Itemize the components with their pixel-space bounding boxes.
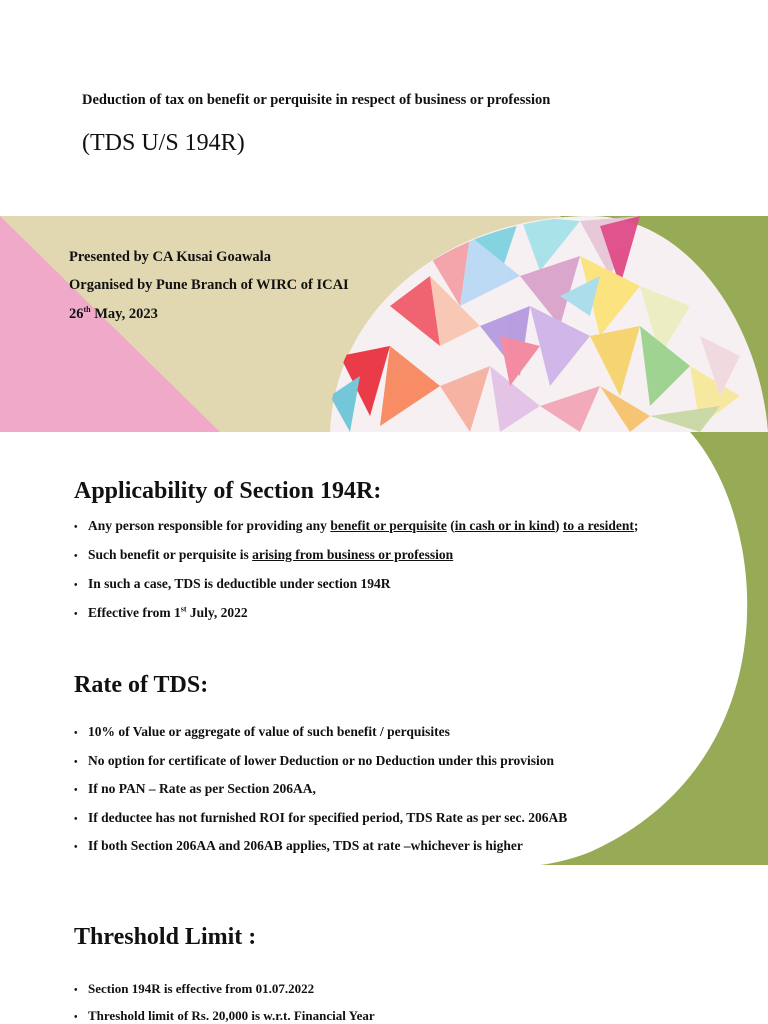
- rate-list: [74, 724, 567, 867]
- list-item: • 10% of Value or aggregate of value of such benefit / perquisites: [74, 724, 567, 753]
- threshold-list: [74, 981, 375, 1024]
- list-item: • If no PAN – Rate as per Section 206AA,: [74, 781, 567, 810]
- list-item: • Such benefit or perquisite is arising from business or profession: [74, 547, 638, 576]
- slide-title: (TDS U/S 194R): [82, 130, 245, 156]
- list-item: • Any person responsible for providing any benefit or perquisite (in cash or in kind) to a resident;: [74, 518, 638, 547]
- green-side-band: [540, 432, 768, 865]
- list-item: • If both Section 206AA and 206AB applies, TDS at rate –whichever is higher: [74, 838, 567, 867]
- title-banner: [0, 216, 768, 432]
- rate-heading: Rate of TDS:: [74, 672, 209, 698]
- presenter-name: Presented by CA Kusai Goawala: [69, 249, 271, 265]
- list-item: • Effective from 1st July, 2022: [74, 605, 638, 634]
- list-item: • Threshold limit of Rs. 20,000 is w.r.t. Financial Year: [74, 1008, 375, 1024]
- applicability-heading: Applicability of Section 194R:: [74, 478, 382, 504]
- list-item: • No option for certificate of lower Deduction or no Deduction under this provision: [74, 753, 567, 781]
- slide-subtitle: Deduction of tax on benefit or perquisite in respect of business or profession: [82, 92, 551, 108]
- list-item: • If deductee has not furnished ROI for specified period, TDS Rate as per sec. 206AB: [74, 810, 567, 838]
- event-date: 26th May, 2023: [69, 305, 158, 322]
- threshold-heading: Threshold Limit :: [74, 924, 257, 950]
- organiser: Organised by Pune Branch of WIRC of ICAI: [69, 277, 349, 293]
- list-item: • In such a case, TDS is deductible under section 194R: [74, 576, 638, 605]
- green-curve-decoration: [540, 432, 768, 865]
- list-item: • Section 194R is effective from 01.07.2022: [74, 981, 375, 1008]
- applicability-list: [74, 518, 638, 634]
